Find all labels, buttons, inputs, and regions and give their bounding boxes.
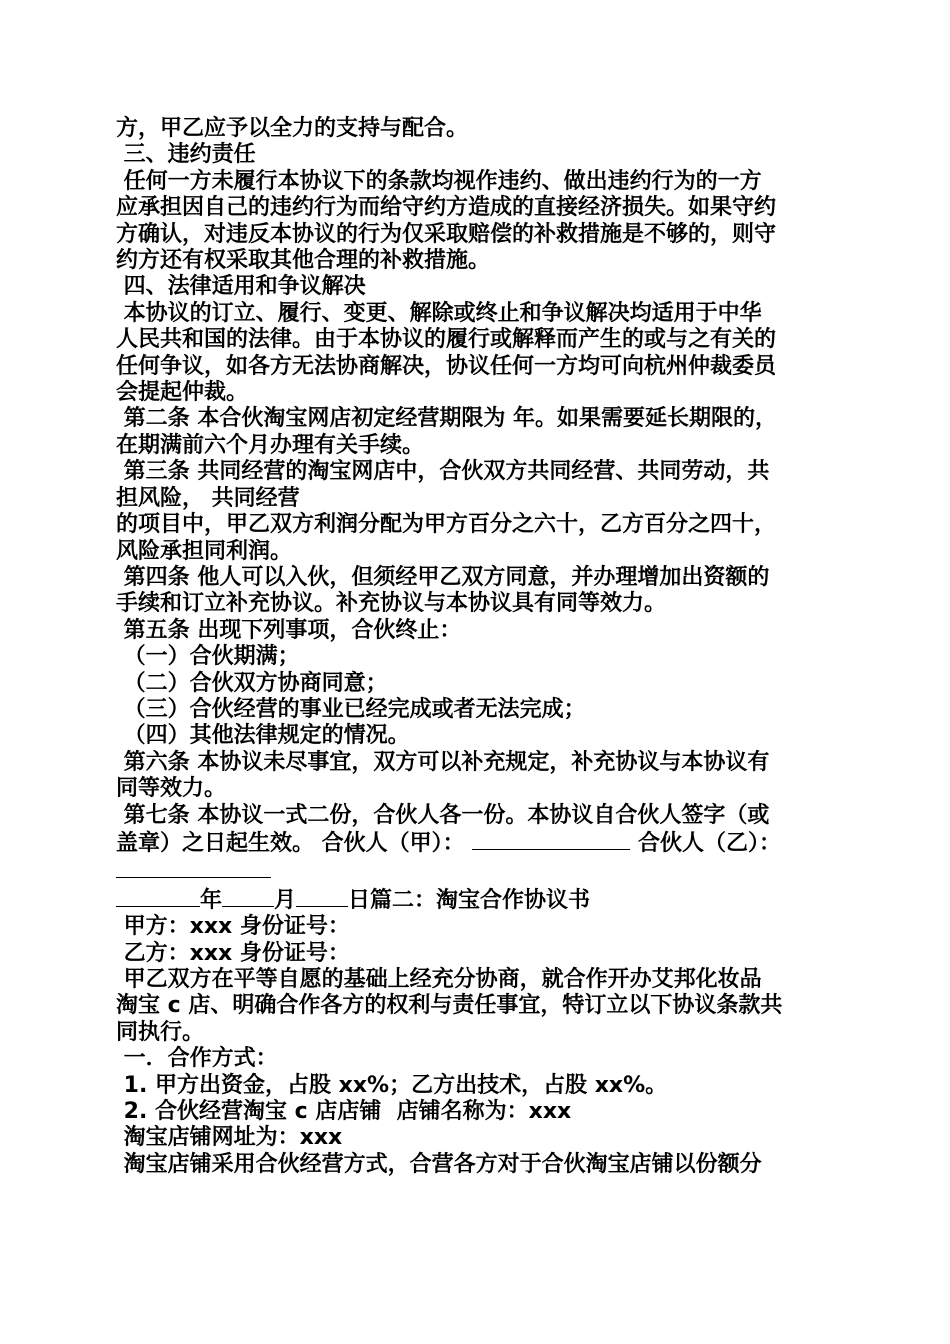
text-line: 担风险， 共同经营 — [116, 485, 300, 511]
text-line: 淘宝店铺采用合伙经营方式，合营各方对于合伙淘宝店铺以份额分 — [116, 1151, 762, 1177]
text-line: 人民共和国的法律。由于本协议的履行或解释而产生的或与之有关的 — [116, 327, 777, 353]
text-line: 乙方：xxx 身份证号： — [116, 940, 350, 966]
signature-blank-line — [116, 857, 834, 885]
text-line: 会提起仲裁。 — [116, 380, 249, 406]
text-line: 约方还有权采取其他合理的补救措施。 — [116, 248, 491, 274]
text-line: 任何一方未履行本协议下的条款均视作违约、做出违约行为的一方 — [116, 168, 762, 194]
year-label: 年 — [200, 887, 223, 913]
party-b-signature-blank — [116, 857, 271, 878]
date-line — [116, 886, 834, 914]
text-line: 淘宝店铺网址为：xxx — [116, 1125, 343, 1151]
list-item: （一）合伙期满； — [116, 644, 300, 670]
list-item: 1. 甲方出资金，占股 xx%；乙方出技术，占股 xx%。 — [116, 1072, 668, 1098]
text-line: 第二条 本合伙淘宝网店初定经营期限为 年。如果需要延长期限的， — [116, 406, 777, 432]
list-item: （三）合伙经营的事业已经完成或者无法完成； — [116, 696, 586, 722]
text-line: 同等效力。 — [116, 776, 227, 802]
signature-line — [116, 829, 834, 857]
text-line: 同执行。 — [116, 1019, 205, 1045]
text-line: 淘宝 c 店、明确合作各方的权利与责任事宜，特订立以下协议条款共 — [116, 993, 783, 1019]
day-and-heading: 日篇二：淘宝合作协议书 — [348, 887, 591, 913]
text-line: 本协议的订立、履行、变更、解除或终止和争议解决均适用于中华 — [116, 300, 762, 326]
text-line: 第五条 出现下列事项，合伙终止： — [116, 617, 462, 643]
text-line: 应承担因自己的违约行为而给守约方造成的直接经济损失。如果守约 — [116, 195, 777, 221]
year-blank — [116, 886, 200, 907]
list-item: （二）合伙双方协商同意； — [116, 670, 388, 696]
section-heading: 四、法律适用和争议解决 — [116, 274, 366, 300]
signature-middle: 合伙人（乙）： — [630, 830, 782, 856]
signature-prefix: 盖章）之日起生效。 合伙人（甲）： — [116, 830, 465, 856]
text-line: 方，甲乙应予以全力的支持与配合。 — [116, 116, 469, 141]
list-item: （四）其他法律规定的情况。 — [116, 723, 410, 749]
text-line: 手续和订立补充协议。补充协议与本协议具有同等效力。 — [116, 591, 667, 617]
party-a-signature-blank — [472, 829, 630, 850]
month-label: 月 — [274, 887, 297, 913]
text-line: 第七条 本协议一式二份，合伙人各一份。本协议自合伙人签字（或 — [116, 802, 770, 828]
text-line: 任何争议，如各方无法协商解决，协议任何一方均可向杭州仲裁委员 — [116, 353, 777, 379]
day-blank — [296, 886, 348, 907]
section-heading: 一．合作方式： — [116, 1046, 278, 1072]
text-line: 甲方：xxx 身份证号： — [116, 914, 350, 940]
text-line: 风险承担同利润。 — [116, 538, 293, 564]
text-line: 第六条 本协议未尽事宜，双方可以补充规定，补充协议与本协议有 — [116, 749, 770, 775]
section-heading: 三、违约责任 — [116, 142, 256, 168]
text-line: 的项目中，甲乙双方利润分配为甲方百分之六十，乙方百分之四十， — [116, 512, 777, 538]
text-line: 第三条 共同经营的淘宝网店中，合伙双方共同经营、共同劳动，共 — [116, 459, 770, 485]
month-blank — [222, 886, 274, 907]
text-line: 第四条 他人可以入伙，但须经甲乙双方同意，并办理增加出资额的 — [116, 564, 770, 590]
list-item: 2. 合伙经营淘宝 c 店店铺 店铺名称为：xxx — [116, 1099, 572, 1125]
agreement-body — [116, 116, 834, 1178]
text-line: 方确认，对违反本协议的行为仅采取赔偿的补救措施是不够的，则守 — [116, 221, 777, 247]
text-line: 甲乙双方在平等自愿的基础上经充分协商，就合作开办艾邦化妆品 — [116, 967, 762, 992]
text-line: 在期满前六个月办理有关手续。 — [116, 432, 425, 458]
